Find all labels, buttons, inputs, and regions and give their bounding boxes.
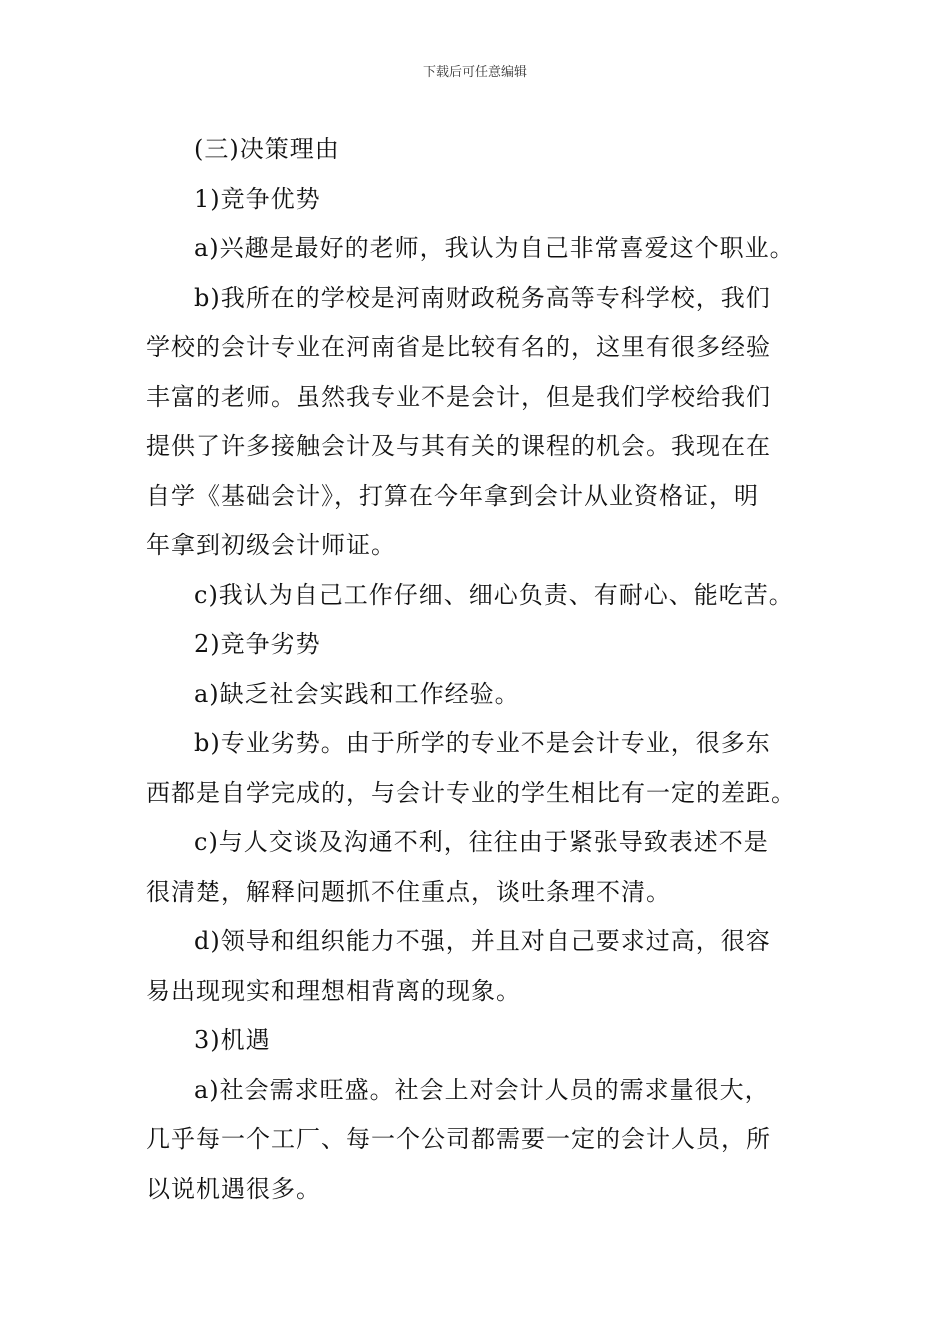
paragraph: [146, 917, 808, 1016]
subsection-heading: [146, 175, 808, 225]
paragraph: [146, 224, 808, 274]
text-line: 自学《基础会计》，打算在今年拿到会计从业资格证，明: [146, 481, 759, 510]
subsection-heading: [146, 1016, 808, 1066]
text-line: a)社会需求旺盛。社会上对会计人员的需求量很大，: [194, 1075, 770, 1104]
paragraph: [146, 1066, 808, 1215]
text-line: b)我所在的学校是河南财政税务高等专科学校，我们: [194, 283, 771, 312]
text-line: b)专业劣势。由于所学的专业不是会计专业，很多东: [194, 729, 771, 757]
text-line: (三)决策理由: [194, 135, 340, 163]
text-line: 易出现现实和理想相背离的现象。: [146, 976, 521, 1005]
text-line: 很清楚，解释问题抓不住重点，谈吐条理不清。: [146, 877, 671, 906]
text-line: 几乎每一个工厂、每一个公司都需要一定的会计人员，所: [146, 1125, 771, 1153]
text-line: d)领导和组织能力不强，并且对自己要求过高，很容: [194, 927, 771, 955]
text-line: a)缺乏社会实践和工作经验。: [194, 679, 520, 708]
text-line: 1)竞争优势: [194, 184, 321, 213]
text-line: 3)机遇: [194, 1026, 271, 1054]
paragraph: [146, 274, 808, 571]
section-heading: [146, 125, 808, 175]
paragraph: [146, 571, 808, 621]
text-line: 丰富的老师。虽然我专业不是会计，但是我们学校给我们: [146, 382, 771, 411]
text-line: 西都是自学完成的，与会计专业的学生相比有一定的差距。: [146, 778, 796, 807]
paragraph: [146, 818, 808, 917]
page-header: 下载后可任意编辑: [422, 65, 527, 80]
paragraph: [146, 719, 808, 818]
text-line: 2)竞争劣势: [194, 630, 321, 658]
text-line: 学校的会计专业在河南省是比较有名的，这里有很多经验: [146, 333, 771, 361]
text-line: 年拿到初级会计师证。: [146, 531, 396, 559]
subsection-heading: [146, 620, 808, 670]
text-line: 提供了许多接触会计及与其有关的课程的机会。我现在在: [146, 432, 771, 460]
document-body: [146, 125, 808, 1214]
text-line: a)兴趣是最好的老师，我认为自己非常喜爱这个职业。: [194, 234, 795, 262]
paragraph: [146, 670, 808, 720]
text-line: c)与人交谈及沟通不利，往往由于紧张导致表述不是: [194, 828, 769, 856]
text-line: c)我认为自己工作仔细、细心负责、有耐心、能吃苦。: [194, 580, 794, 609]
text-line: 以说机遇很多。: [146, 1174, 321, 1203]
